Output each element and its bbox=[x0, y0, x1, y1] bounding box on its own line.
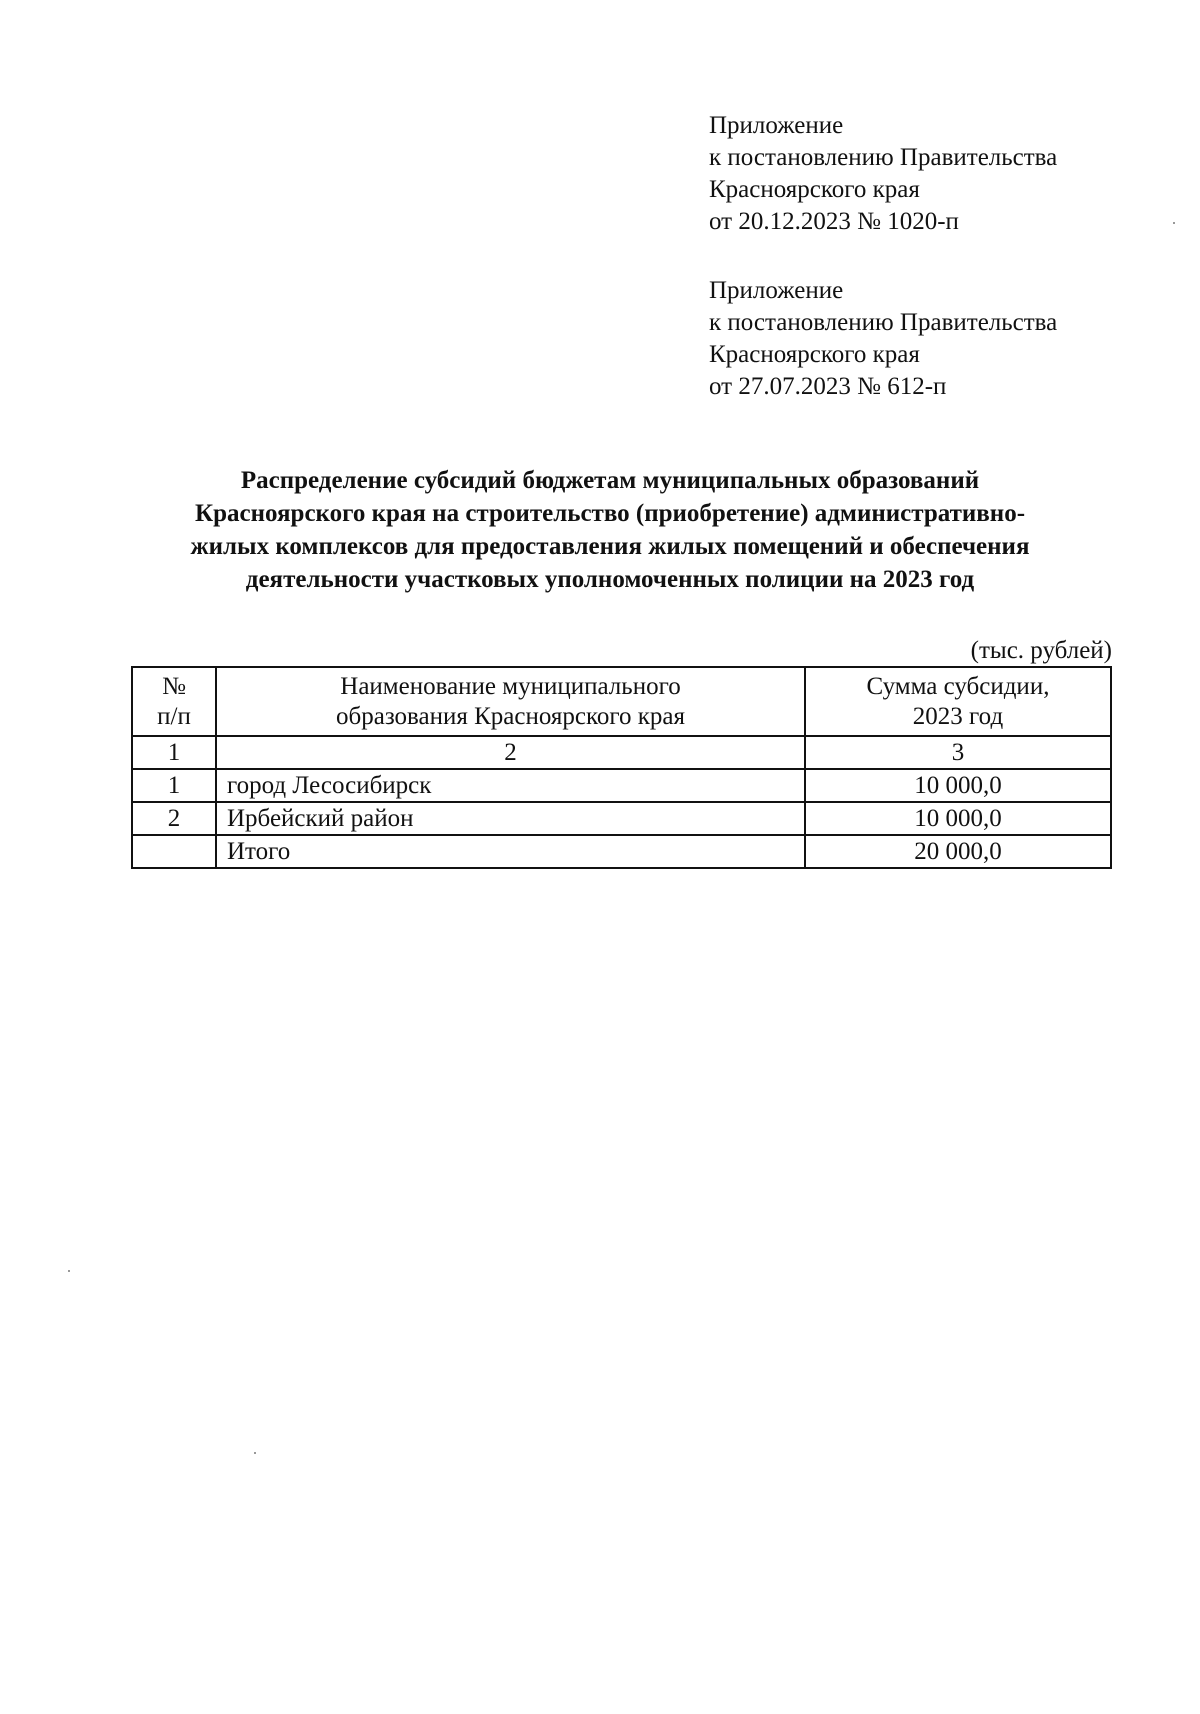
total-number bbox=[132, 835, 216, 868]
appendix-reference-original bbox=[709, 275, 1057, 403]
appendix-label: Приложение bbox=[709, 112, 844, 139]
scan-speck bbox=[1173, 222, 1175, 224]
column-index: 3 bbox=[805, 736, 1111, 769]
scan-speck bbox=[254, 1452, 256, 1454]
row-municipality: Ирбейский район bbox=[216, 802, 805, 835]
total-sum: 20 000,0 bbox=[805, 835, 1111, 868]
appendix-region: Красноярского края bbox=[709, 176, 920, 203]
column-index-row bbox=[132, 736, 1111, 769]
row-number: 2 bbox=[132, 802, 216, 835]
table-header-row bbox=[132, 667, 1111, 736]
appendix-region: Красноярского края bbox=[709, 341, 920, 368]
subsidy-table bbox=[131, 666, 1112, 869]
title-line: Распределение субсидий бюджетам муниципальных образований bbox=[240, 467, 980, 494]
table-row bbox=[132, 769, 1111, 802]
appendix-reference-current bbox=[709, 110, 1057, 238]
units-note: (тыс. рублей) bbox=[970, 637, 1112, 664]
appendix-decree: к постановлению Правительства bbox=[709, 144, 1058, 171]
row-number: 1 bbox=[132, 769, 216, 802]
title-line: деятельности участковых уполномоченных полиции на 2023 год bbox=[245, 566, 975, 593]
row-municipality: город Лесосибирск bbox=[216, 769, 805, 802]
column-index: 2 bbox=[216, 736, 805, 769]
row-sum: 10 000,0 bbox=[805, 802, 1111, 835]
appendix-label: Приложение bbox=[709, 277, 844, 304]
appendix-date-number: от 20.12.2023 № 1020-п bbox=[709, 208, 959, 235]
title-line: Красноярского края на строительство (приобретение) административно- bbox=[194, 500, 1026, 527]
header-subsidy-sum: Сумма субсидии, 2023 год bbox=[805, 667, 1111, 736]
header-number: № п/п bbox=[132, 667, 216, 736]
total-row bbox=[132, 835, 1111, 868]
total-label: Итого bbox=[216, 835, 805, 868]
column-index: 1 bbox=[132, 736, 216, 769]
document-title bbox=[120, 464, 1100, 596]
appendix-decree: к постановлению Правительства bbox=[709, 309, 1058, 336]
appendix-date-number: от 27.07.2023 № 612-п bbox=[709, 373, 947, 400]
title-line: жилых комплексов для предоставления жилых помещений и обеспечения bbox=[190, 533, 1030, 560]
row-sum: 10 000,0 bbox=[805, 769, 1111, 802]
table-row bbox=[132, 802, 1111, 835]
scan-speck bbox=[68, 1270, 70, 1272]
header-municipality: Наименование муниципального образования Красноярского края bbox=[216, 667, 805, 736]
